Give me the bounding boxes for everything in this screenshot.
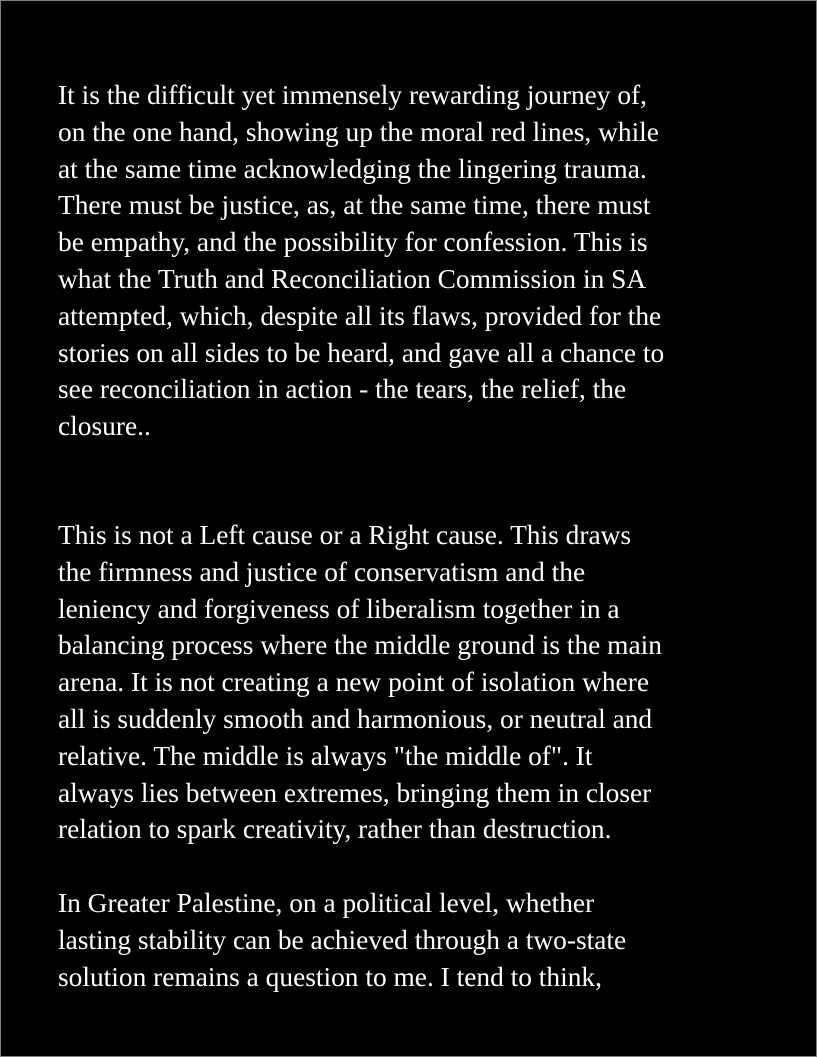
paragraph-line: There must be justice, as, at the same time, there must [58, 190, 651, 221]
paragraph-line: be empathy, and the possibility for confession. This is [58, 227, 648, 258]
paragraph-greater-palestine [58, 885, 798, 995]
paragraph-line: all is suddenly smooth and harmonious, or neutral and [58, 703, 653, 734]
paragraph-line: lasting stability can be achieved through a two-state [58, 924, 627, 955]
paragraph-line: solution remains a question to me. I tend to think, [58, 961, 602, 992]
paragraph-line: relative. The middle is always "the middle of". It [58, 740, 593, 771]
paragraph-line: the firmness and justice of conservatism and the [58, 556, 586, 587]
paragraph-line: It is the difficult yet immensely rewarding journey of, [58, 80, 648, 110]
paragraph-line: at the same time acknowledging the lingering trauma. [58, 153, 647, 184]
paragraph-line: arena. It is not creating a new point of isolation where [58, 667, 649, 698]
paragraph-line: attempted, which, despite all its flaws, provided for the [58, 300, 662, 331]
paragraph-line: always lies between extremes, bringing them in closer [58, 777, 652, 808]
paragraph-line: This is not a Left cause or a Right cause. This draws [58, 520, 632, 550]
paragraph-line: closure.. [58, 411, 151, 442]
paragraph-line: what the Truth and Reconciliation Commission in SA [58, 263, 647, 294]
paragraph-line: stories on all sides to be heard, and gave all a chance to [58, 337, 665, 368]
paragraph-middle-ground [58, 517, 798, 848]
paragraph-line: see reconciliation in action - the tears, the relief, the [58, 374, 627, 405]
paragraph-line: leniency and forgiveness of liberalism together in a [58, 593, 620, 624]
paragraph-line: In Greater Palestine, on a political level, whether [58, 888, 595, 918]
paragraph-line: balancing process where the middle ground is the main [58, 630, 662, 661]
paragraph-line: on the one hand, showing up the moral red lines, while [58, 116, 659, 147]
paragraph-truth-and-reconciliation [58, 77, 798, 445]
paragraph-line: relation to spark creativity, rather than destruction. [58, 814, 612, 845]
